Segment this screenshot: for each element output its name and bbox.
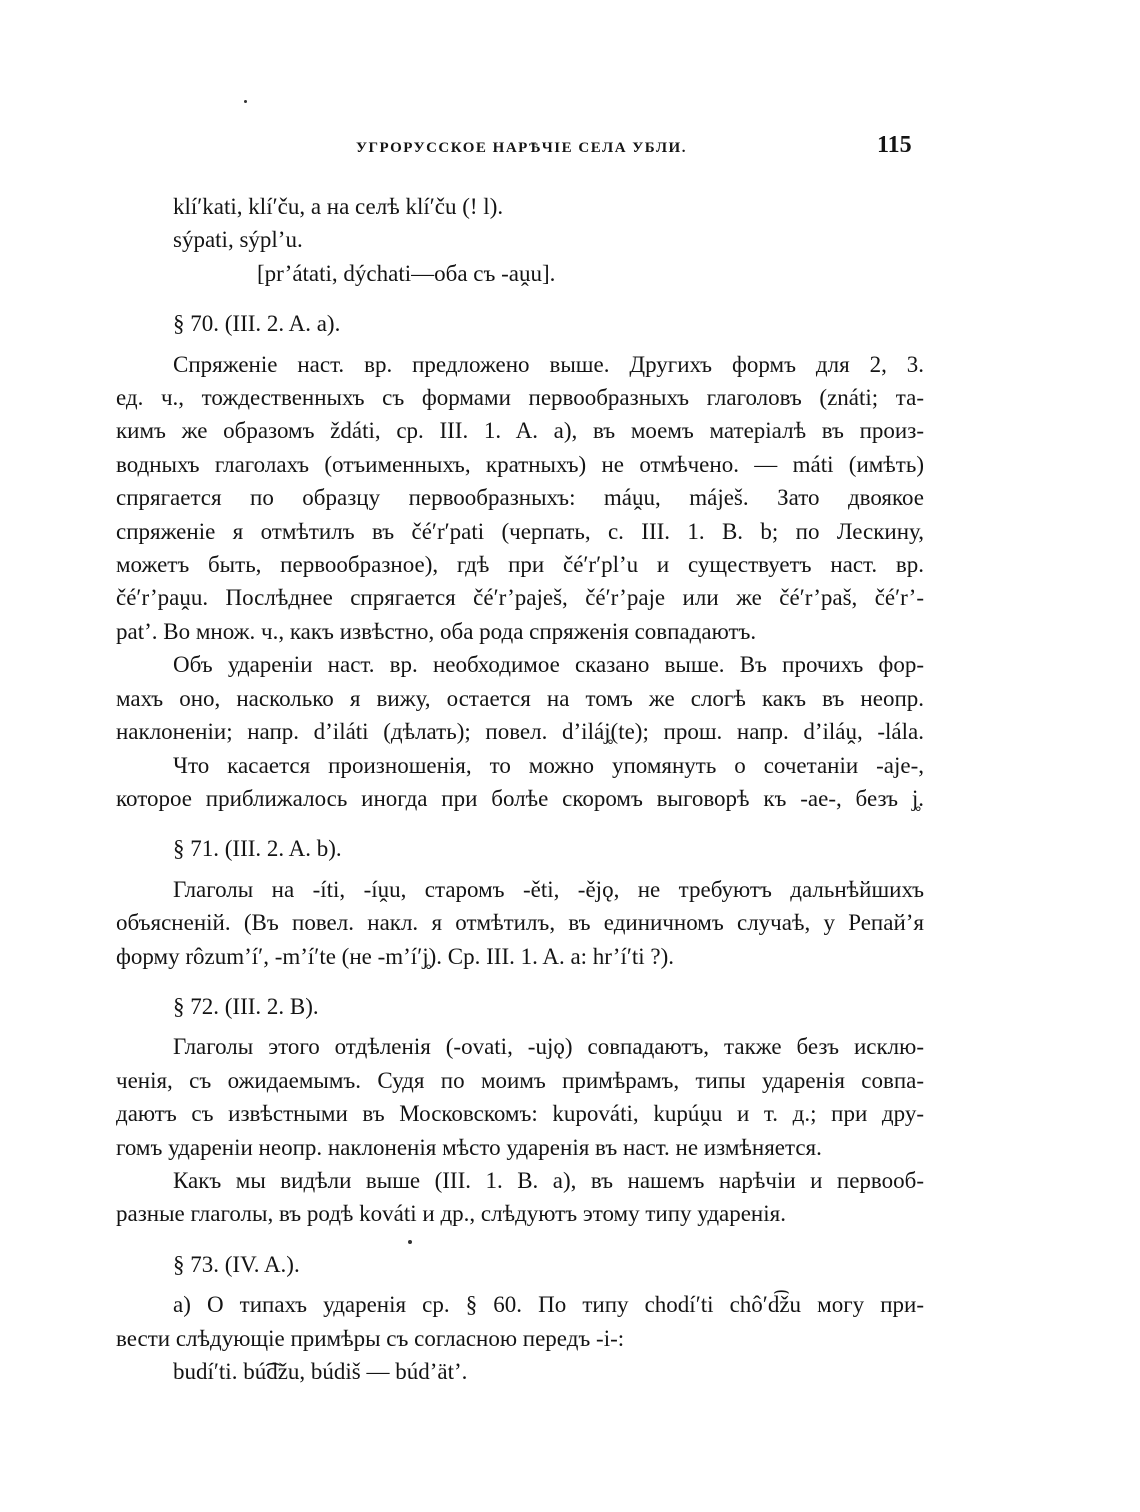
text-line: ченія, съ ожидаемымъ. Судя по моимъ примѣрамъ, типы ударенія совпа- [116,1067,924,1093]
section-heading: § 73. (IV. A.). [173,1251,300,1277]
page-body [116,190,924,1388]
page-number: 115 [877,132,912,158]
text-line: можетъ быть, первообразное), гдѣ при čé′r′pl’u и существуетъ наст. вр. [116,552,924,578]
paragraph [116,1030,924,1164]
text-line: čé′r’paṷu. Послѣднее спрягается čé′r’paješ, čé′r’paje или же čé′r’paš, čé′r’- [116,585,924,611]
text-line: ед. ч., тождественныхъ съ формами первообразныхъ глаголовъ (znáti; та- [116,385,924,411]
page-header [0,132,1140,168]
section-heading: § 70. (III. 2. A. a). [173,311,341,337]
text-line: Какъ мы видѣли выше (III. 1. B. a), въ нашемъ нарѣчіи и первооб- [173,1167,924,1193]
speck [244,100,247,103]
text-line: махъ оно, насколько я вижу, остается на томъ же слогѣ какъ въ неопр. [116,685,924,711]
text-line: Спряженіе наст. вр. предложено выше. Другихъ формъ для 2, 3. [173,351,924,377]
example-line: budí′ti. bú͡džu, búdiš — búd’ät’. [173,1359,468,1384]
text-line: Глаголы этого отдѣленія (-ovati, -ujǫ) совпадаютъ, также безъ исклю- [173,1034,924,1060]
text-line: Глаголы на -íti, -íṷu, старомъ -ěti, -ějǫ, не требуютъ дальнѣйшихъ [173,876,924,902]
text-line: pat’. Во множ. ч., какъ извѣстно, оба рода спряженія совпадаютъ. [116,618,757,644]
text-line: форму rôzum’í′, -m’í′te (не -m’í′j̥). Ср. III. 1. A. a: hr’í′ti ?). [116,943,675,969]
text-line: даютъ съ извѣстными въ Московскомъ: kupováti, kupúṷu и т. д.; при дру- [116,1101,924,1127]
paragraph [116,348,924,649]
text-line: sýpati, sýpl’u. [173,227,303,253]
paragraph [116,1164,924,1231]
section-heading: § 71. (III. 2. A. b). [173,836,342,862]
running-title: УГРОРУССКОЕ НАРѢЧІЕ СЕЛА УБЛИ. [356,140,687,156]
text-line: Что касается произношенія, то можно упомянуть о сочетаніи -aje-, [173,752,924,778]
text-line: гомъ удареніи неопр. наклоненія мѣсто ударенія въ наст. не измѣняется. [116,1134,822,1160]
text-line: a) О типахъ ударенія ср. § 60. По типу chodí′ti chô′d͡žu могу при- [173,1292,924,1318]
paragraph [116,1288,924,1388]
text-line: объясненій. (Въ повел. накл. я отмѣтилъ, въ единичномъ случаѣ, у Репай’я [116,910,924,936]
text-line: спряженіе я отмѣтилъ въ čé′r′pati (черпать, с. III. 1. B. b; по Лескину, [116,518,924,544]
text-line: спрягается по образцу первообразныхъ: máṷu, máješ. Зато двоякое [116,485,924,511]
text-line: Объ удареніи наст. вр. необходимое сказано выше. Въ прочихъ фор- [173,652,924,678]
paragraph [116,648,924,748]
paragraph [116,749,924,816]
paragraph [116,873,924,973]
text-line: klí′kati, klí′ču, а на селѣ klí′ču (! l). [173,194,504,219]
text-line: [pr’átati, dýchati—оба съ -aṷu]. [257,260,556,286]
text-line: кимъ же образомъ ždáti, ср. III. 1. A. a), въ моемъ матеріалѣ въ произ- [116,418,924,444]
section-heading: § 72. (III. 2. B). [173,993,319,1019]
text-line: которое приближалось иногда при болѣе скоромъ выговорѣ къ -ae-, безъ j̥. [116,785,924,811]
intro-examples [116,190,924,290]
text-line: водныхъ глаголахъ (отъименныхъ, кратныхъ) не отмѣчено. — máti (имѣть) [116,451,924,477]
text-line: разные глаголы, въ родѣ kováti и др., слѣдуютъ этому типу ударенія. [116,1201,786,1227]
text-line: наклоненіи; напр. d’iláti (дѣлать); повел. d’iláj̥(te); прош. напр. d’iláṷ, -lála. [116,719,924,745]
text-line: вести слѣдующіе примѣры съ согласною передъ -i-: [116,1325,625,1351]
